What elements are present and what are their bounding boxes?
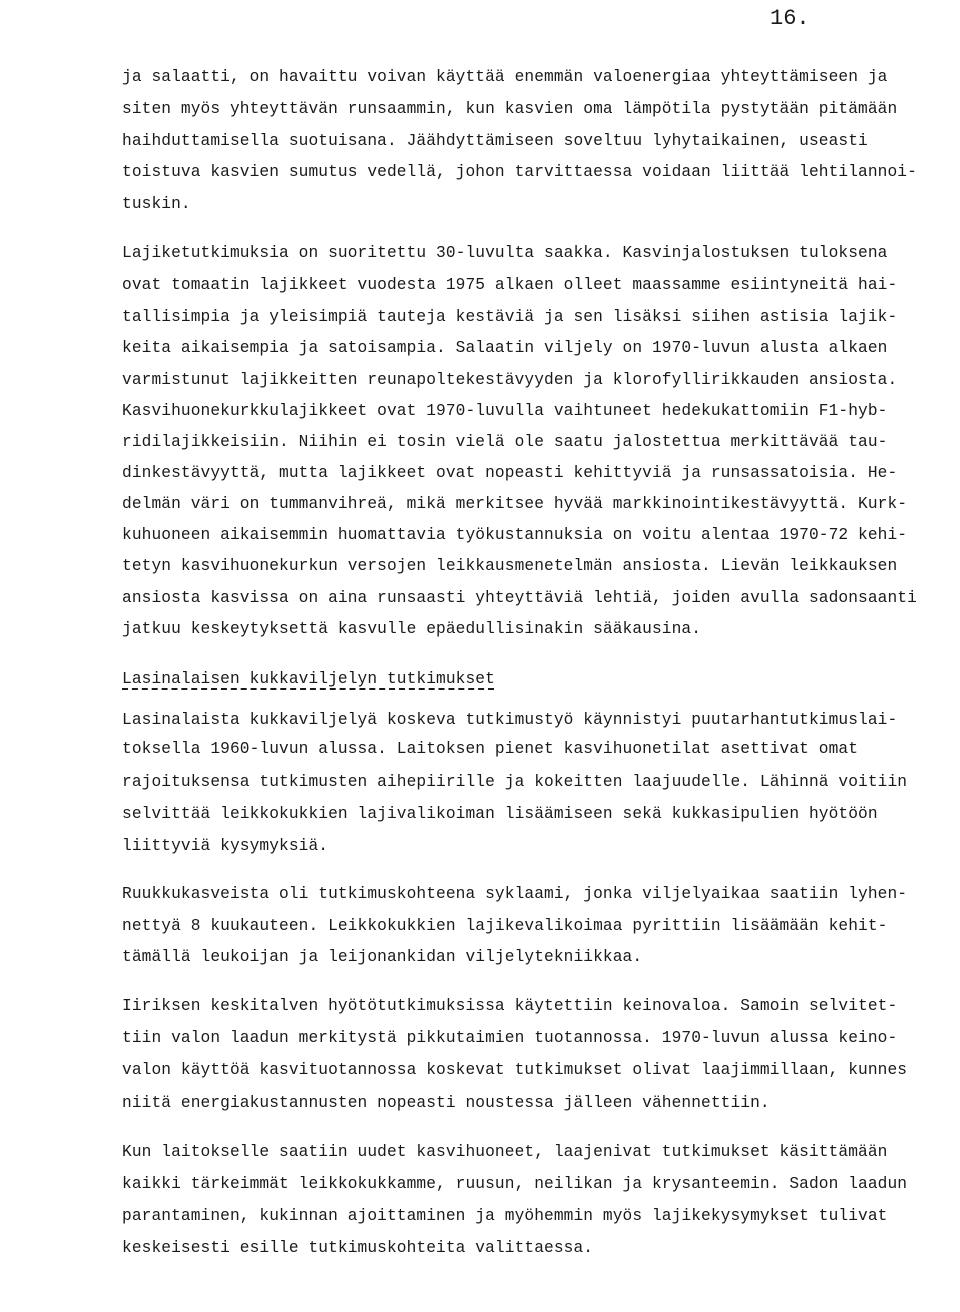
text-line: Iiriksen keskitalven hyötötutkimuksissa käytettiin keinovaloa. Samoin selvitet-: [122, 997, 898, 1015]
text-line: parantaminen, kukinnan ajoittaminen ja myöhemmin myös lajikekysymykset tulivat: [122, 1207, 888, 1225]
text-line: Lasinalaista kukkaviljelyä koskeva tutkimustyö käynnistyi puutarhantutkimuslai-: [122, 711, 898, 729]
section-heading: Lasinalaisen kukkaviljelyn tutkimukset: [122, 670, 495, 688]
text-line: valon käyttöä kasvituotannossa koskevat tutkimukset olivat laajimmillaan, kunnes: [122, 1061, 908, 1079]
text-line: toksella 1960-luvun alussa. Laitoksen pienet kasvihuonetilat asettivat omat: [122, 740, 859, 758]
text-line: tiin valon laadun merkitystä pikkutaimien tuotannossa. 1970-luvun alussa keino-: [122, 1029, 898, 1047]
text-line: niitä energiakustannusten nopeasti noustessa jälleen vähennettiin.: [122, 1094, 770, 1112]
page-number: 16.: [770, 6, 810, 31]
text-line: tuskin.: [122, 195, 191, 213]
text-line: liittyviä kysymyksiä.: [122, 837, 329, 855]
text-line: kuhuoneen aikaisemmin huomattavia työkustannuksia on voitu alentaa 1970-72 kehi-: [122, 526, 908, 544]
text-line: delmän väri on tummanvihreä, mikä merkitsee hyvää markkinointikestävyyttä. Kurk-: [122, 495, 908, 513]
text-line: tämällä leukoijan ja leijonankidan viljelytekniikkaa.: [122, 948, 643, 966]
text-line: Ruukkukasveista oli tutkimuskohteena syklaami, jonka viljelyaikaa saatiin lyhen-: [122, 885, 908, 903]
text-line: nettyä 8 kuukauteen. Leikkokukkien lajikevalikoimaa pyrittiin lisäämään kehit-: [122, 917, 888, 935]
text-line: dinkestävyyttä, mutta lajikkeet ovat nopeasti kehittyviä ja runsassatoisia. He-: [122, 464, 898, 482]
text-line: tetyn kasvihuonekurkun versojen leikkausmenetelmän ansiosta. Lievän leikkauksen: [122, 557, 898, 575]
text-line: kaikki tärkeimmät leikkokukkamme, ruusun, neilikan ja krysanteemin. Sadon laadun: [122, 1175, 908, 1193]
text-line: toistuva kasvien sumutus vedellä, johon tarvittaessa voidaan liittää lehtilannoi-: [122, 163, 917, 181]
text-line: keskeisesti esille tutkimuskohteita valittaessa.: [122, 1239, 594, 1257]
text-line: Kun laitokselle saatiin uudet kasvihuoneet, laajenivat tutkimukset käsittämään: [122, 1143, 888, 1161]
text-line: ridilajikkeisiin. Niihin ei tosin vielä ole saatu jalostettua merkittävää tau-: [122, 433, 888, 451]
text-line: haihduttamisella suotuisana. Jäähdyttämiseen soveltuu lyhytaikainen, useasti: [122, 132, 868, 150]
text-line: Kasvihuonekurkkulajikkeet ovat 1970-luvulla vaihtuneet hedekukattomiin F1-hyb-: [122, 402, 888, 420]
text-line: keita aikaisempia ja satoisampia. Salaatin viljely on 1970-luvun alusta alkaen: [122, 339, 888, 357]
text-line: varmistunut lajikkeitten reunapoltekestävyyden ja klorofyllirikkauden ansiosta.: [122, 371, 898, 389]
text-line: tallisimpia ja yleisimpiä tauteja kestäviä ja sen lisäksi siihen astisia lajik-: [122, 308, 898, 326]
text-line: ja salaatti, on havaittu voivan käyttää enemmän valoenergiaa yhteyttämiseen ja: [122, 68, 888, 86]
text-line: siten myös yhteyttävän runsaammin, kun kasvien oma lämpötila pystytään pitämään: [122, 100, 898, 118]
text-line: rajoituksensa tutkimusten aihepiirille ja kokeitten laajuudelle. Lähinnä voitiin: [122, 773, 908, 791]
text-line: ovat tomaatin lajikkeet vuodesta 1975 alkaen olleet maassamme esiintyneitä hai-: [122, 276, 898, 294]
text-line: Lajiketutkimuksia on suoritettu 30-luvulta saakka. Kasvinjalostuksen tuloksena: [122, 244, 888, 262]
text-line: selvittää leikkokukkien lajivalikoiman lisäämiseen sekä kukkasipulien hyötöön: [122, 805, 878, 823]
text-line: jatkuu keskeytyksettä kasvulle epäedullisinakin sääkausina.: [122, 620, 702, 638]
text-line: ansiosta kasvissa on aina runsaasti yhteyttäviä lehtiä, joiden avulla sadonsaanti: [122, 589, 917, 607]
